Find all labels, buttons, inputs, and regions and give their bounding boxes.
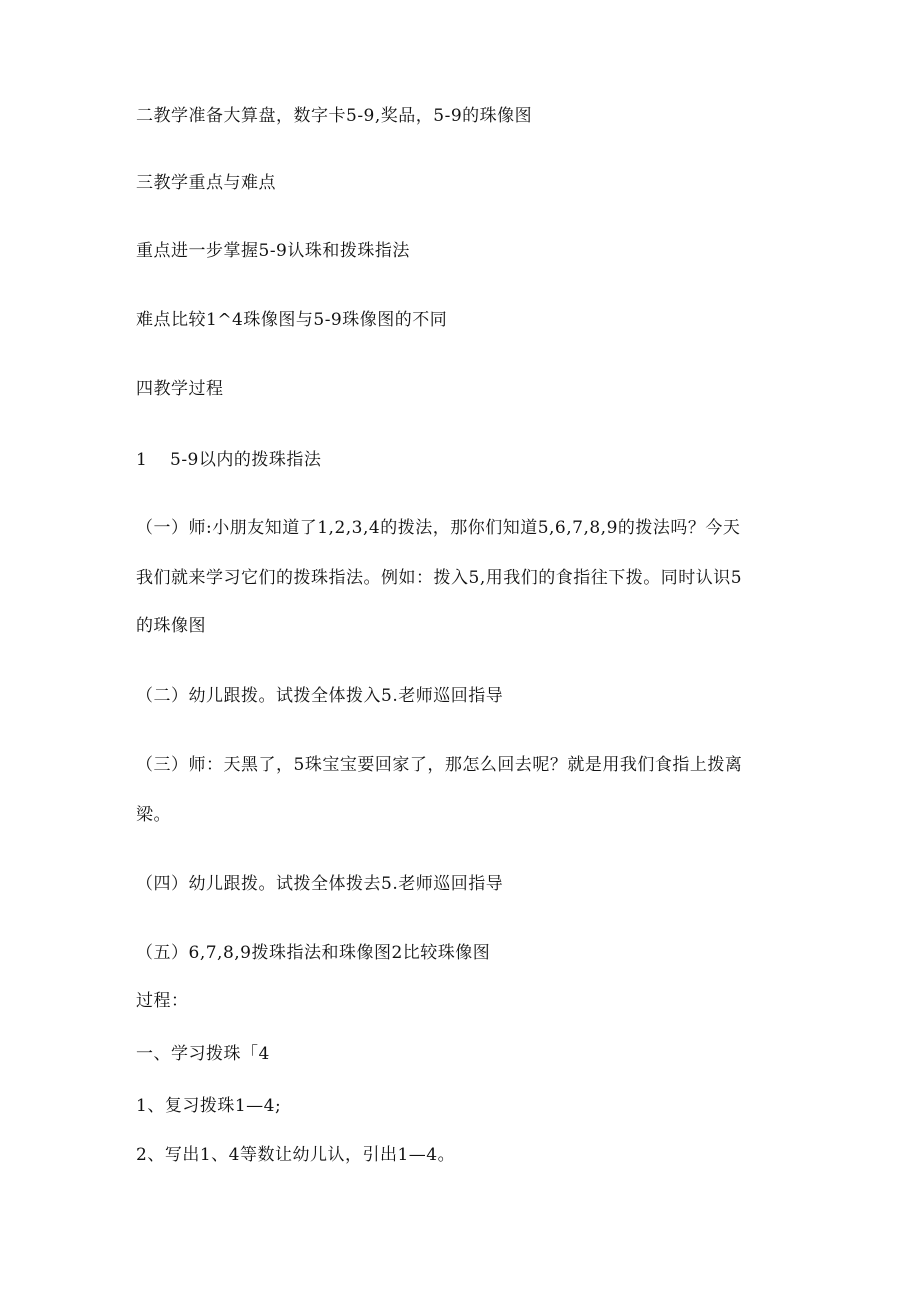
key-points-heading: 三教学重点与难点 [136,173,276,193]
paragraph-line: （五）6,7,8,9拨珠指法和珠像图2比较珠像图 [136,943,491,963]
paragraph-line: （一）师:小朋友知道了1,2,3,4的拨法，那你们知道5,6,7,8,9的拨法吗？今天 [136,518,741,538]
paragraph-line: 的珠像图 [136,616,206,636]
key-point-text: 重点进一步掌握5-9认珠和拨珠指法 [136,241,410,261]
section-1-heading [136,450,321,470]
paragraph-line: （四）幼儿跟拨。试拨全体拨去5.老师巡回指导 [136,874,504,894]
section-1-title: 5-9以内的拨珠指法 [170,450,322,470]
paragraph-line: （二）幼儿跟拨。试拨全体拨入5.老师巡回指导 [136,686,504,706]
section-1-number: 1 [136,450,148,470]
process-label: 过程： [136,991,189,1011]
paragraph-line: 2、写出1、4等数让幼儿认，引出1—4。 [136,1145,456,1165]
paragraph-line: 1、复习拨珠1—4; [136,1096,282,1116]
paragraph-line: 梁。 [136,805,171,825]
difficult-point-text: 难点比较1^4珠像图与5-9珠像图的不同 [136,310,448,330]
teaching-process-heading: 四教学过程 [136,379,224,399]
teaching-preparation: 二教学准备大算盘，数字卡5-9,奖品，5-9的珠像图 [136,106,533,126]
paragraph-line: 一、学习拨珠「4 [136,1044,270,1064]
paragraph-line: （三）师：天黑了，5珠宝宝要回家了，那怎么回去呢？就是用我们食指上拨离 [136,755,743,775]
paragraph-line: 我们就来学习它们的拨珠指法。例如：拨入5,用我们的食指往下拨。同时认识5 [136,568,743,588]
